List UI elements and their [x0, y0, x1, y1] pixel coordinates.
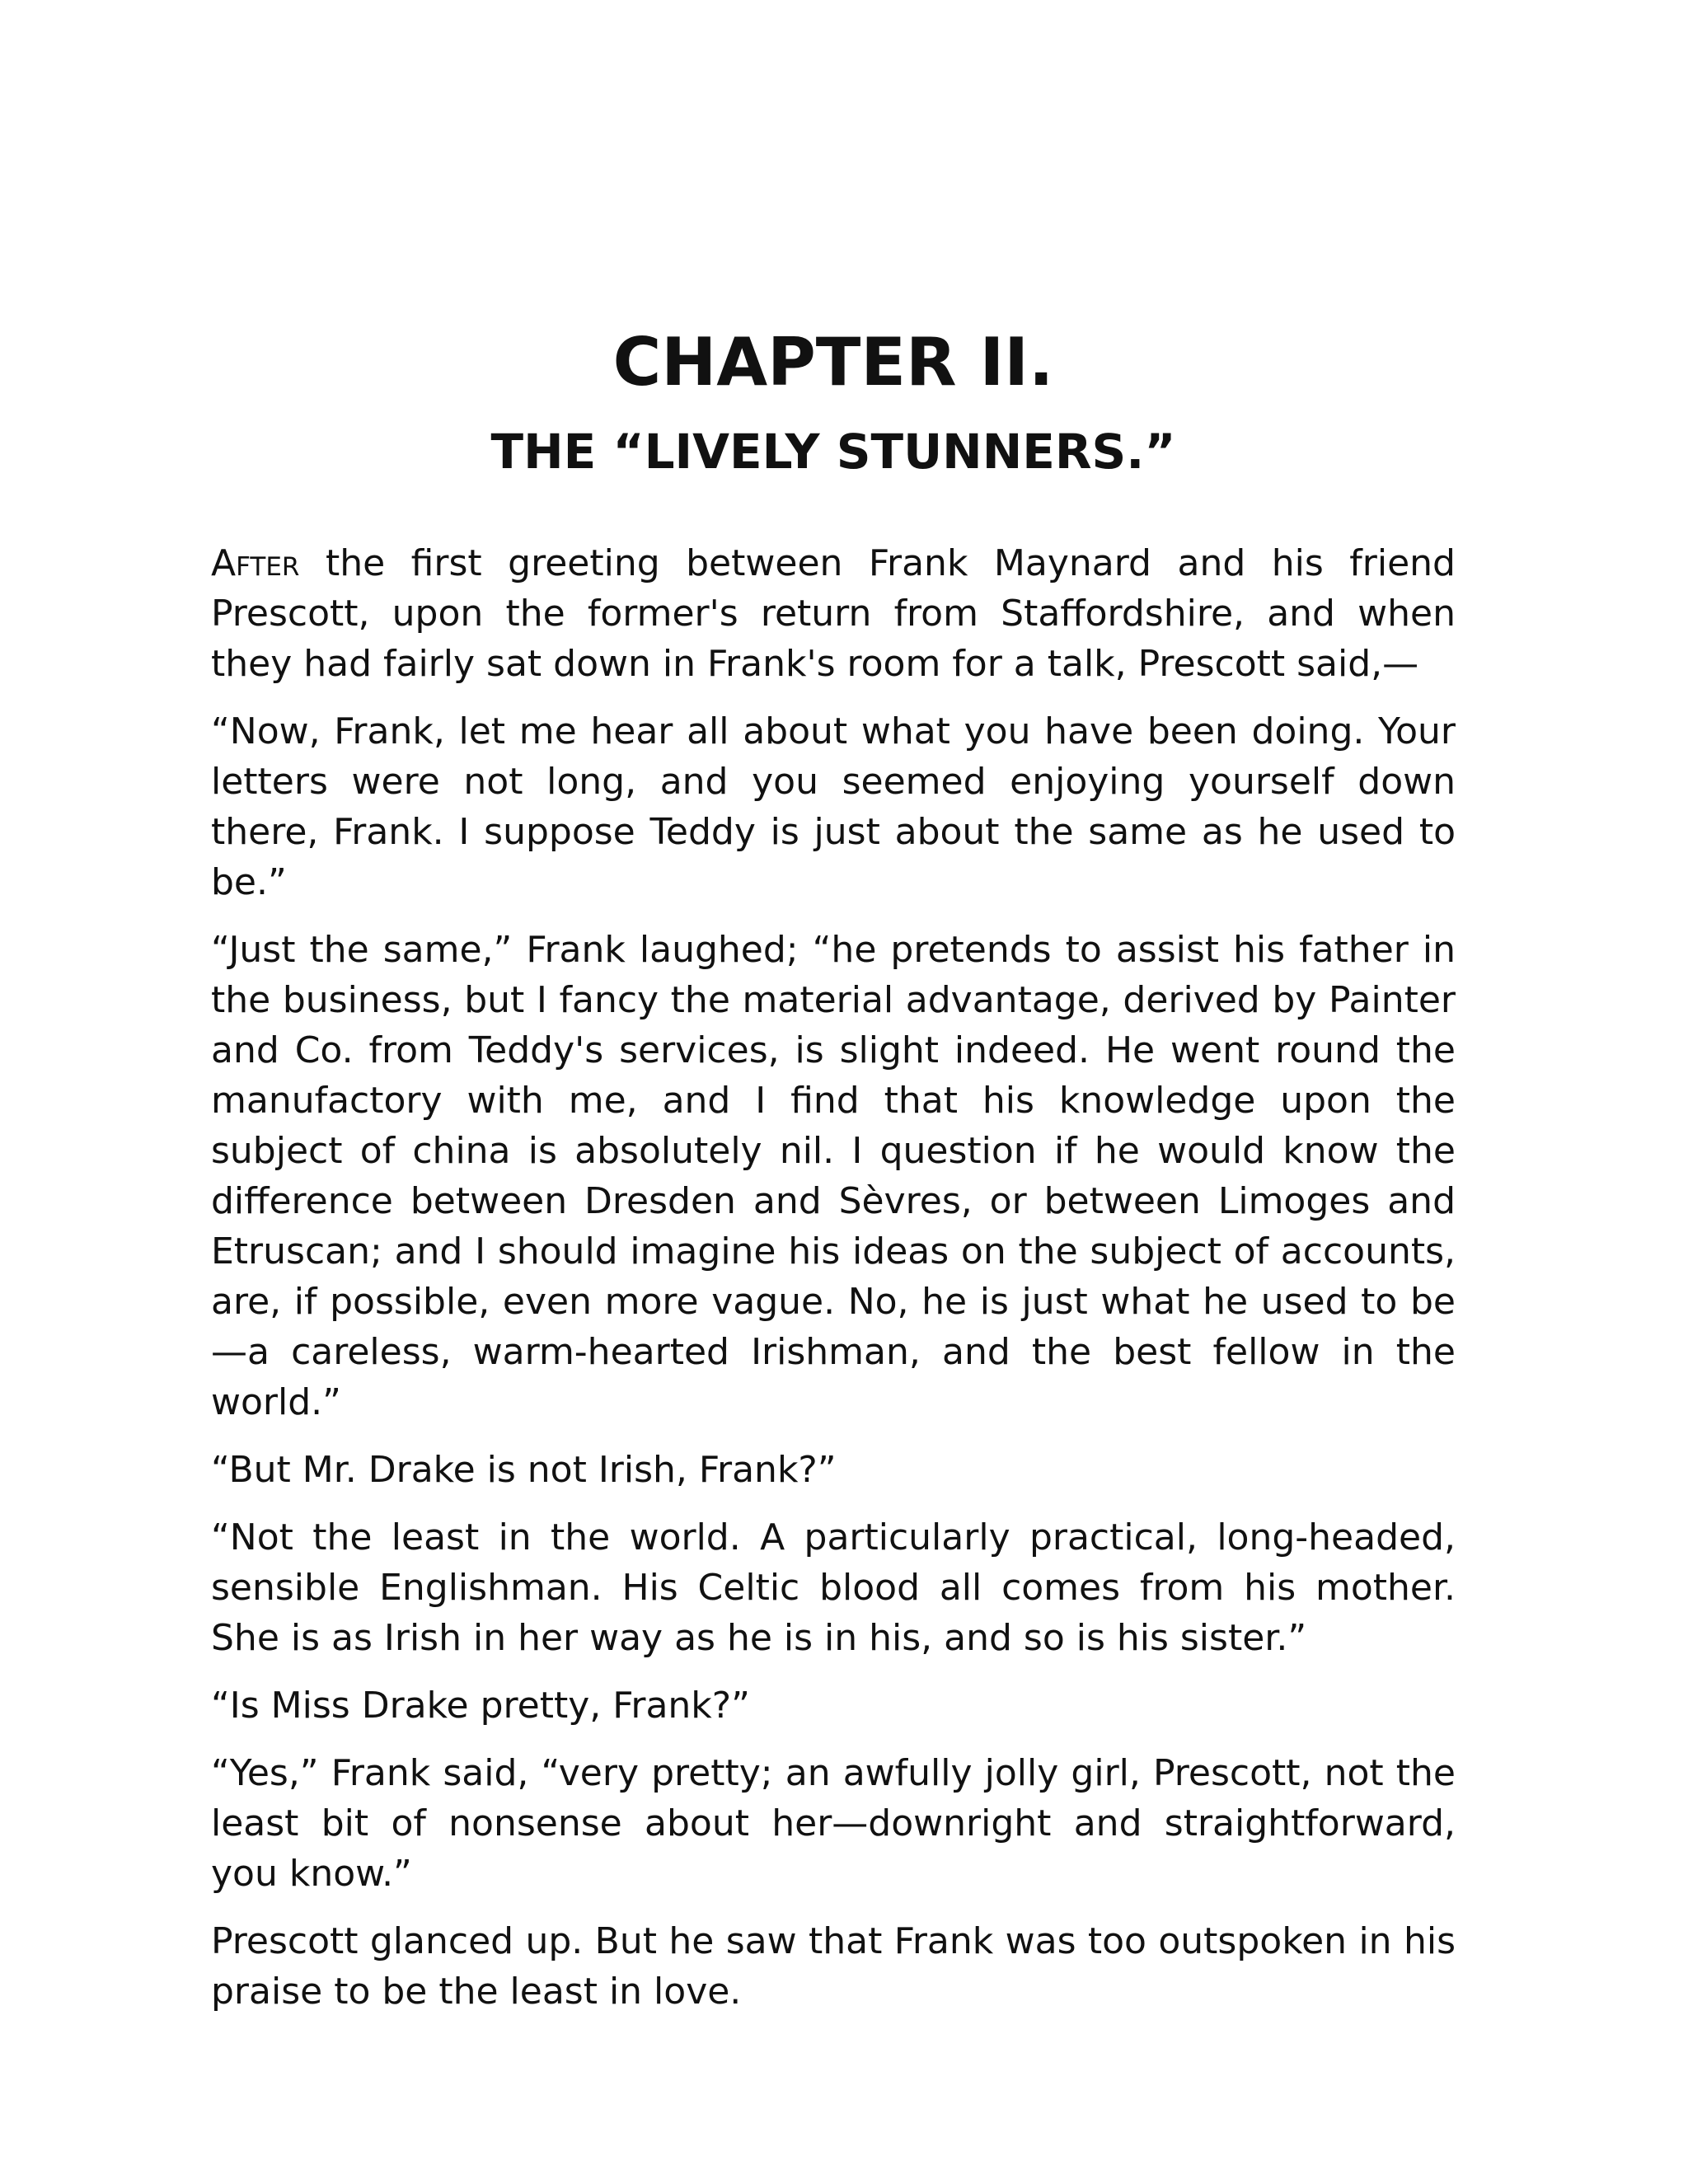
chapter-subtitle: THE “LIVELY STUNNERS.”: [490, 424, 1176, 480]
paragraph-8: Prescott glanced up. But he saw that Frank was too outspoken in his praise to be the least in love.: [211, 1920, 1456, 2013]
paragraph-6: “Is Miss Drake pretty, Frank?”: [211, 1685, 750, 1727]
paragraph-1: [211, 538, 1456, 689]
chapter-title: CHAPTER II.: [612, 324, 1054, 401]
book-page: [211, 0, 1456, 2184]
paragraph-4: “But Mr. Drake is not Irish, Frank?”: [211, 1449, 837, 1491]
paragraph-3: “Just the same,” Frank laughed; “he pretends to assist his father in the business, but I fancy the material advantage, derived by Painter and Co. from Teddy's services, is slight indeed. He went round the manufactory with me, and I find that his knowledge upon the subject of china is absolutely nil. I question if he would know the difference between Dresden and Sèvres, or between Limoges and Etruscan; and I should imagine his ideas on the subject of accounts, are, if possible, even more vague. No, he is just what he used to be —a careless, warm-hearted Irishman, and the best fellow in the world.”: [211, 929, 1456, 1423]
paragraph-2: “Now, Frank, let me hear all about what you have been doing. Your letters were not long, and you seemed enjoying yourself down there, Frank. I suppose Teddy is just about the same as he used to be.”: [211, 710, 1456, 903]
paragraph-1-text: the first greeting between Frank Maynard and his friend Prescott, upon the former's return from Staffordshire, and when they had fairly sat down in Frank's room for a talk, Prescott said,—: [211, 542, 1456, 685]
paragraph-5: “Not the least in the world. A particularly practical, long-headed, sensible Englishman. His Celtic blood all comes from his mother. She is as Irish in her way as he is in his, and so is his sister.”: [211, 1516, 1456, 1659]
drop-lead-word: After: [211, 542, 300, 584]
chapter-body: [211, 538, 1456, 2034]
paragraph-7: “Yes,” Frank said, “very pretty; an awfully jolly girl, Prescott, not the least bit of nonsense about her—downright and straightforward, you know.”: [211, 1752, 1456, 1895]
